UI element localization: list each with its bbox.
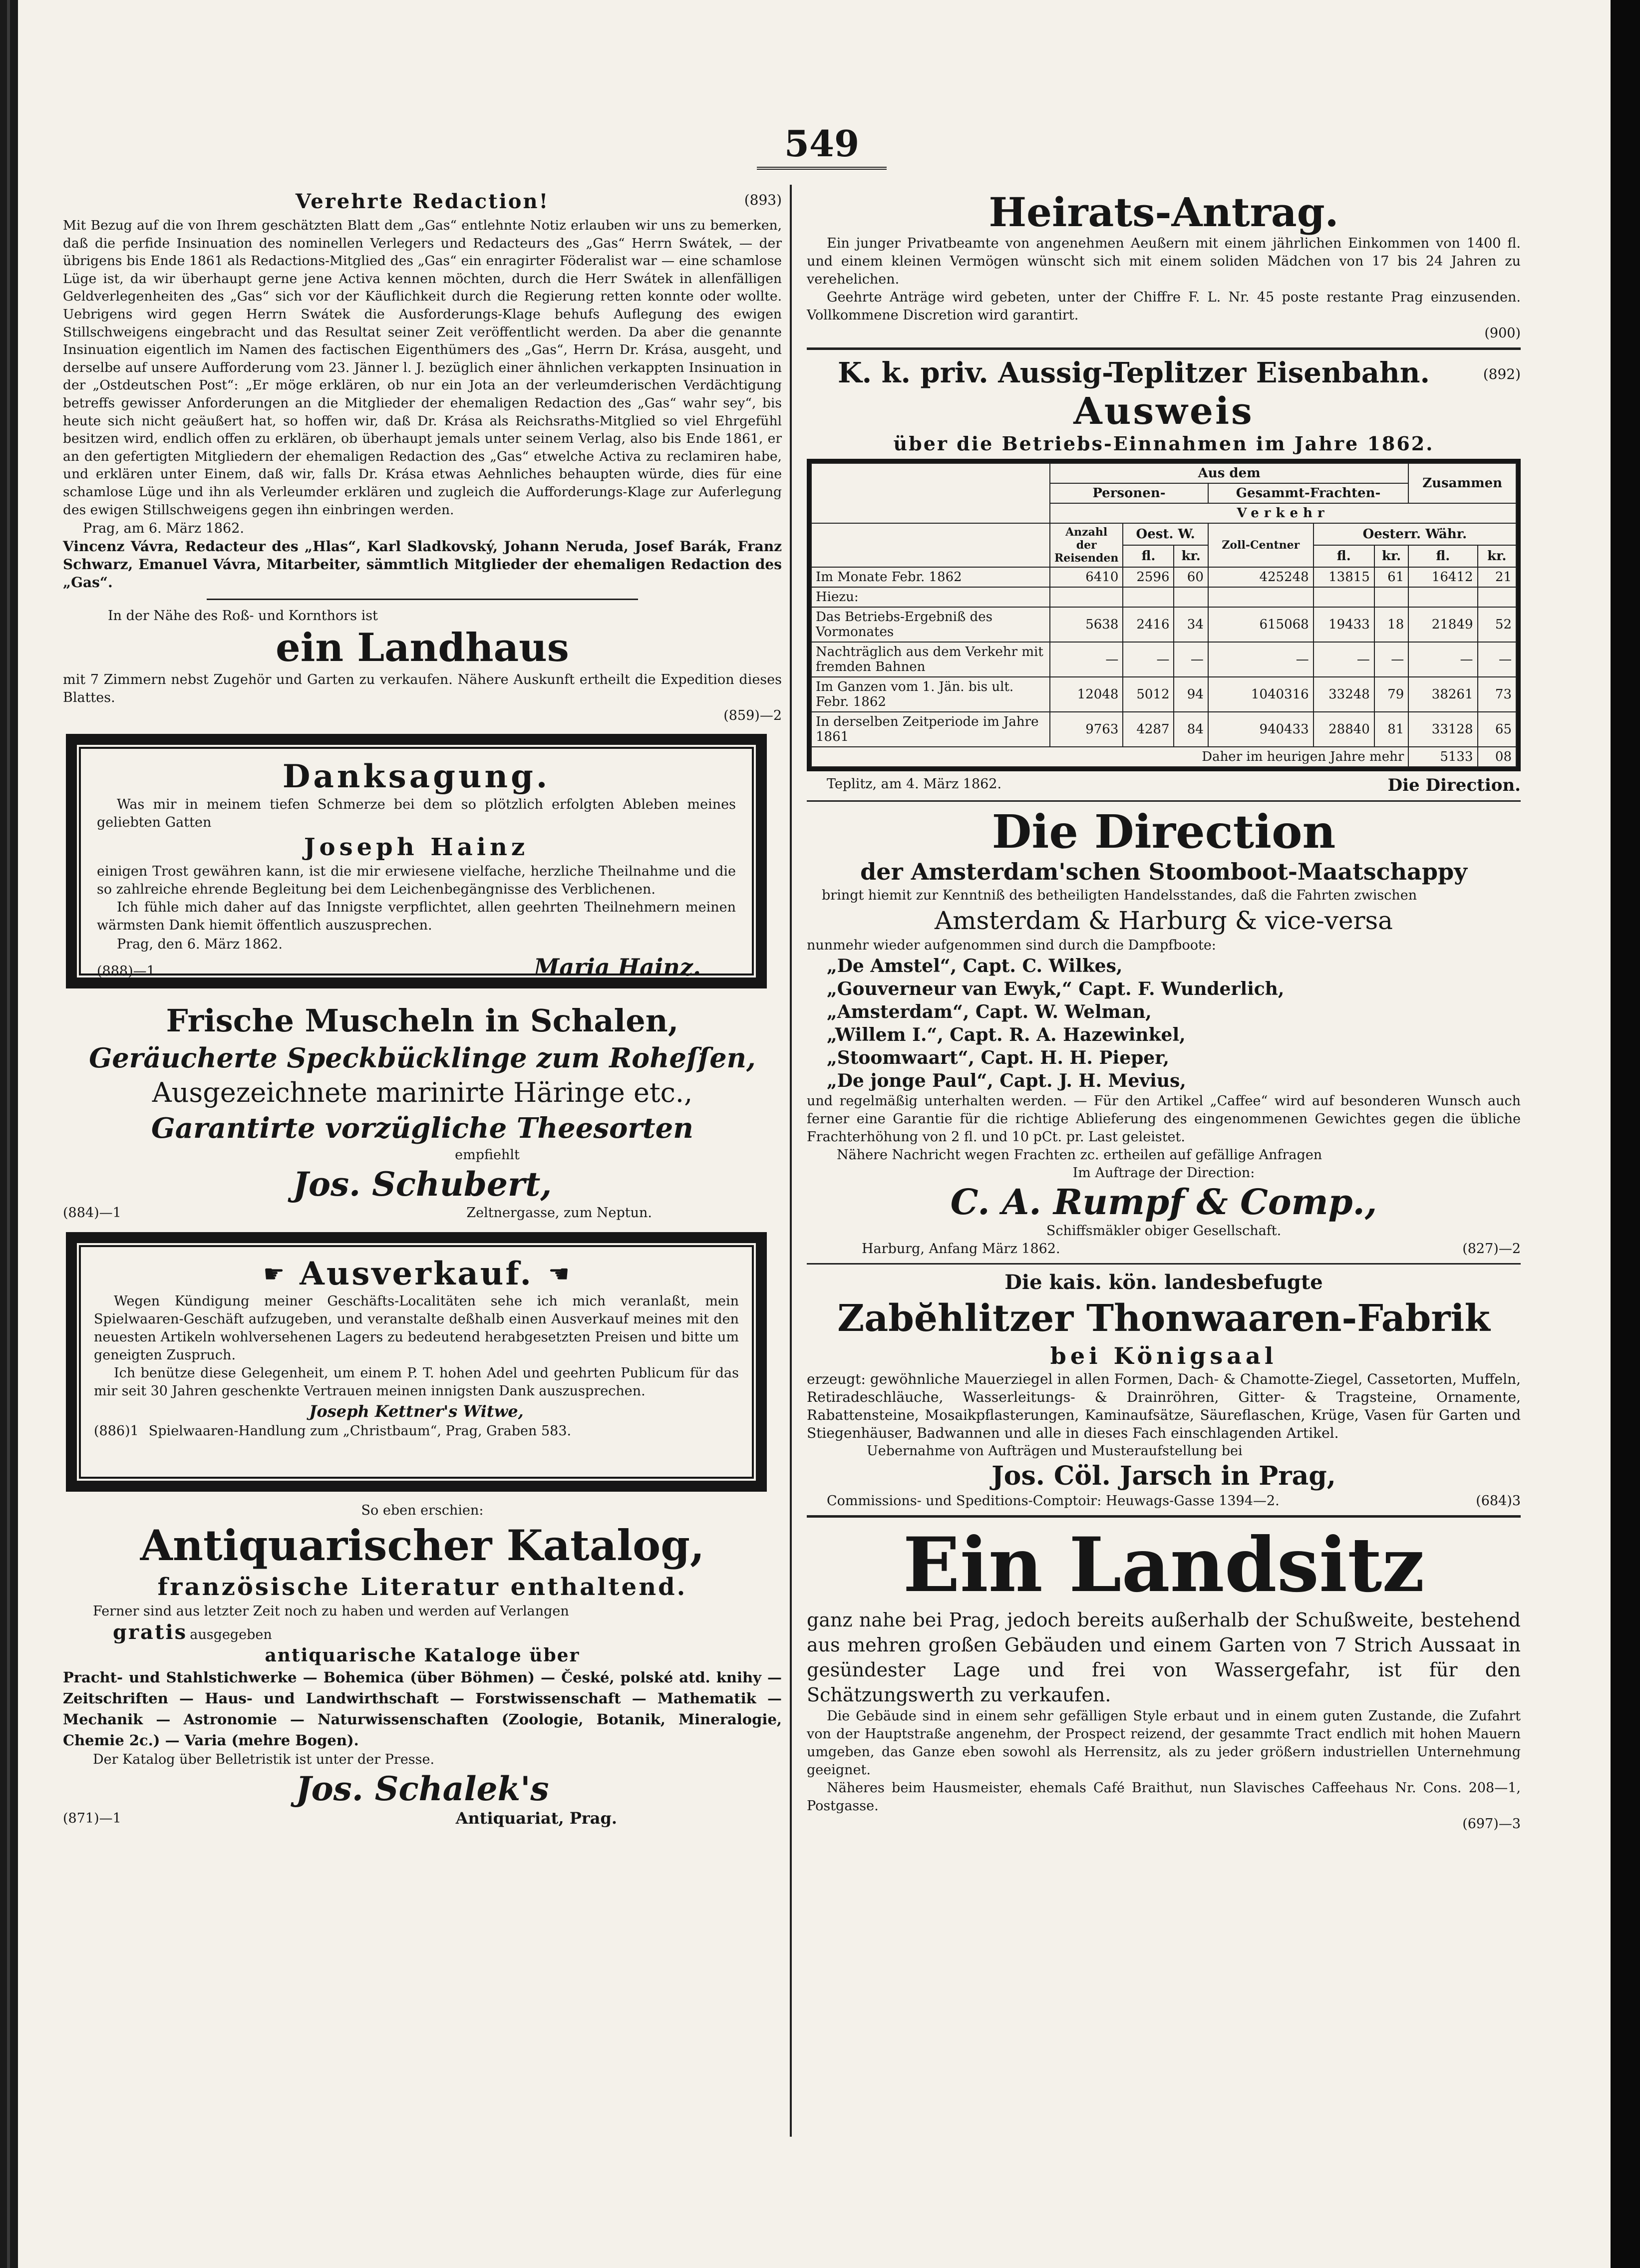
danksagung-body1: Was mir in meinem tiefen Schmerze bei dem so plötzlich erfolgten Ableben meines geliebten Gatten [97, 797, 736, 831]
ship-item: „De jonge Paul“, Capt. J. H. Mevius, [827, 1070, 1186, 1091]
landsitz-body: ganz nahe bei Prag, jedoch bereits außerhalb der Schußweite, bestehend aus mehren großen Gebäuden und einem Garten von 7 Strich Aussaat in gesündester Lage und frei von Wassergefahr, ist für den Schätzungswerth zu verkaufen. [807, 1609, 1521, 1706]
cell-fl2 [1313, 587, 1374, 607]
ship-list [807, 955, 1521, 1092]
ship-item: „Gouverneur van Ewyk,“ Capt. F. Wunderlich, [827, 978, 1285, 999]
hdr-anzahl: Anzahl der Reisenden [1050, 523, 1123, 567]
hdr-verkehr: Verkehr [1050, 503, 1516, 523]
cell-fl2: 19433 [1313, 607, 1374, 642]
mehr-kr: 08 [1478, 747, 1516, 767]
right-column [807, 190, 1521, 1833]
muscheln-ad [63, 1001, 782, 1222]
hdr-fl: fl. [1123, 545, 1174, 567]
katalog-body4: Der Katalog über Belletristik ist unter der Presse. [93, 1752, 435, 1768]
eisenbahn-ad [807, 355, 1521, 795]
separator [807, 347, 1521, 350]
landhaus-intro: In der Nähe des Roß- und Kornthors ist [108, 608, 378, 624]
ausverkauf-ref: (886)1 [94, 1423, 139, 1439]
amsterdam-agent-sub: Schiffsmäkler obiger Gesellschaft. [1046, 1223, 1282, 1239]
table-row [811, 607, 1516, 642]
hdr-kr: kr. [1374, 545, 1408, 567]
cell-anzahl [1050, 587, 1123, 607]
katalog-subtitle: französische Literatur enthaltend. [157, 1573, 687, 1602]
cell-anzahl: 5638 [1050, 607, 1123, 642]
muscheln-ref: (884)—1 [63, 1205, 121, 1221]
amsterdam-place-date: Harburg, Anfang März 1862. [862, 1241, 1060, 1257]
hdr-oesterr: Oesterr. Währ. [1313, 523, 1516, 545]
thonwaaren-agent-sub: Commissions- und Speditions-Comptoir: Heuwags-Gasse 1394—2. [827, 1493, 1280, 1509]
einnahmen-table [811, 463, 1517, 767]
cell-kr3 [1478, 587, 1516, 607]
katalog-body1: Ferner sind aus letzter Zeit noch zu haben und werden auf Verlangen [93, 1604, 569, 1620]
cell-fl: 2596 [1123, 567, 1174, 587]
cell-kr2: 61 [1374, 567, 1408, 587]
landhaus-body: mit 7 Zimmern nebst Zugehör und Garten zu verkaufen. Nähere Auskunft ertheilt die Expedition dieses Blattes. [63, 672, 782, 706]
hdr-kr: kr. [1174, 545, 1208, 567]
cell-kr: 84 [1174, 712, 1208, 747]
hdr-kr: kr. [1478, 545, 1516, 567]
thonwaaren-agent: Jos. Cöl. Jarsch in Prag, [991, 1461, 1336, 1491]
cell-fl: 2416 [1123, 607, 1174, 642]
thonwaaren-body: erzeugt: gewöhnliche Mauerziegel in allen Formen, Dach- & Chamotte-Ziegel, Cassetorten, Muffeln, Retiradeschläuche, Wasserleitungs- & Drainröhren, Gitter- & Tragsteine, Ornamente, Rabattensteine, Mosaikpflasterungen, Kaminaufsätze, Säureflaschen, Krüge, Vasen für Garten und Stiegenhäuser, Badwannen und alle in dieses Fach einschlagenden Artikel. [807, 1371, 1521, 1441]
cell-fl: 5012 [1123, 677, 1174, 712]
hdr-zoll: Zoll-Centner [1208, 523, 1313, 567]
row-label: Hiezu: [811, 587, 1050, 607]
ausverkauf-body2: Ich benütze diese Gelegenheit, um einem P. T. hohen Adel und geehrten Publicum für das mir seit 30 Jahren geschenkte Vertrauen meinen innigsten Dank auszusprechen. [94, 1365, 739, 1399]
danksagung-body3: Ich fühle mich daher auf das Innigste verpflichtet, allen geehrten Theilnehmern meinen wärmsten Dank hiemit öffentlich auszusprechen. [97, 900, 736, 934]
heirat-ref: (900) [1484, 325, 1521, 341]
cell-anzahl: 6410 [1050, 567, 1123, 587]
danksagung-body2: einigen Trost gewähren kann, ist die mir erwiesene vielfache, herzliche Theilnahme und die so zahlreiche ehrende Begleitung bei dem Leichenbegängnisse des Verblichenen. [97, 864, 736, 898]
hdr-zusammen: Zusammen [1408, 463, 1516, 503]
danksagung-ad [66, 734, 767, 988]
redaction-date: Prag, am 6. März 1862. [83, 521, 244, 537]
row-label: In derselben Zeitperiode im Jahre 1861 [811, 712, 1050, 747]
mehr-fl: 5133 [1408, 747, 1477, 767]
cell-zoll [1208, 587, 1313, 607]
eisenbahn-subtitle2: über die Betriebs-Einnahmen im Jahre 1862. [893, 432, 1434, 455]
landsitz-title: Ein Landsitz [903, 1521, 1425, 1609]
katalog-intro: So eben erschien: [361, 1503, 484, 1519]
cell-fl [1123, 587, 1174, 607]
landhaus-title: ein Landhaus [276, 625, 569, 671]
cell-kr3: 65 [1478, 712, 1516, 747]
page-left-edge [0, 0, 18, 2268]
amsterdam-route: Amsterdam & Harburg & vice-versa [935, 906, 1393, 935]
katalog-sub: Antiquariat, Prag. [455, 1809, 617, 1828]
cell-fl2: — [1313, 642, 1374, 677]
redaction-title: Verehrte Redaction! [295, 190, 550, 213]
katalog-body2: antiquarische Kataloge über [265, 1645, 580, 1666]
cell-fl3: — [1408, 642, 1477, 677]
katalog-ref: (871)—1 [63, 1811, 121, 1827]
table-row [811, 712, 1516, 747]
landhaus-ad [63, 607, 782, 725]
cell-zoll: 425248 [1208, 567, 1313, 587]
separator [807, 800, 1521, 802]
table-corner [811, 463, 1050, 523]
muscheln-line1: Frische Muscheln in Schalen, [166, 1002, 679, 1039]
cell-kr: 34 [1174, 607, 1208, 642]
cell-zoll: 1040316 [1208, 677, 1313, 712]
cell-kr2: 81 [1374, 712, 1408, 747]
eisenbahn-signature: Die Direction. [1387, 775, 1521, 795]
cell-kr3: 52 [1478, 607, 1516, 642]
cell-anzahl: 12048 [1050, 677, 1123, 712]
amsterdam-body3: Im Auftrage der Direction: [1072, 1165, 1255, 1181]
danksagung-date: Prag, den 6. März 1862. [117, 937, 283, 953]
danksagung-signature: Maria Hainz. [534, 954, 701, 981]
muscheln-recommends: empfiehlt [455, 1147, 520, 1163]
cell-anzahl: — [1050, 642, 1123, 677]
ausverkauf-ad [66, 1232, 767, 1492]
separator [807, 1263, 1521, 1265]
landsitz-body3: Näheres beim Hausmeister, ehemals Café Braithut, nun Slavisches Caffeehaus Nr. Cons. 208—1, Postgasse. [807, 1780, 1521, 1814]
cell-fl: 4287 [1123, 712, 1174, 747]
muscheln-address: Zeltnergasse, zum Neptun. [466, 1205, 652, 1221]
amsterdam-agent: C. A. Rumpf & Comp., [950, 1181, 1377, 1223]
cell-kr: — [1174, 642, 1208, 677]
eisenbahn-title: K. k. priv. Aussig-Teplitzer Eisenbahn. [838, 356, 1430, 389]
einnahmen-table-frame [807, 459, 1521, 771]
cell-fl: — [1123, 642, 1174, 677]
newspaper-page [18, 0, 1611, 2268]
katalog-name: Jos. Schalek's [296, 1769, 549, 1809]
cell-kr [1174, 587, 1208, 607]
hdr-oest-w: Oest. W. [1123, 523, 1208, 545]
mehr-label: Daher im heurigen Jahre mehr [811, 747, 1408, 767]
ship-item: „Stoomwaart“, Capt. H. H. Pieper, [827, 1047, 1170, 1068]
table-row [811, 677, 1516, 712]
katalog-ad [63, 1502, 782, 1828]
thonwaaren-ref: (684)3 [1476, 1493, 1521, 1509]
cell-fl2: 33248 [1313, 677, 1374, 712]
hdr-aus-dem: Aus dem [1050, 463, 1408, 483]
heirat-body: Ein junger Privatbeamte von angenehmen Aeußern mit einem jährlichen Einkommen von 1400 fl. und einem kleinen Vermögen wünscht sich mit einem soliden Mädchen von 17 bis 24 Jahren zu verehelichen. [807, 236, 1521, 287]
danksagung-ref: (888)—1 [97, 964, 155, 979]
landsitz-body2: Die Gebäude sind in einem sehr gefälligen Style erbaut und in einem guten Zustande, die Zufahrt von der Hauptstraße angenehm, der Prospect reizend, der gesammte Tract endlich mit hohen Mauern umgeben, das Ganze eben sowohl als Herrensitz, als zu jeder größern industriellen Unternehmung geeignet. [807, 1708, 1521, 1778]
danksagung-name: Joseph Hainz [304, 833, 529, 862]
table-row [811, 642, 1516, 677]
heirat-ad [807, 190, 1521, 342]
cell-fl3 [1408, 587, 1477, 607]
cell-kr2 [1374, 587, 1408, 607]
cell-kr2: 79 [1374, 677, 1408, 712]
cell-fl3: 38261 [1408, 677, 1477, 712]
ship-item: „Amsterdam“, Capt. W. Welman, [827, 1001, 1152, 1022]
cell-zoll: — [1208, 642, 1313, 677]
cell-fl2: 13815 [1313, 567, 1374, 587]
eisenbahn-place-date: Teplitz, am 4. März 1862. [827, 776, 1002, 792]
cell-fl3: 21849 [1408, 607, 1477, 642]
heirat-body2: Geehrte Anträge wird gebeten, unter der Chiffre F. L. Nr. 45 poste restante Prag einzusenden. Vollkommene Discretion wird garantirt. [807, 290, 1521, 323]
thonwaaren-ad [807, 1270, 1521, 1510]
cell-kr3: — [1478, 642, 1516, 677]
amsterdam-body2: Nähere Nachricht wegen Frachten zc. ertheilen auf gefällige Anfragen [837, 1147, 1322, 1163]
hdr-fl: fl. [1313, 545, 1374, 567]
redaction-body: Mit Bezug auf die von Ihrem geschätzten Blatt dem „Gas“ entlehnte Notiz erlauben wir uns zu bemerken, daß die perfide Insinuation des nominellen Verlegers und Redacteurs des „Gas“ Herrn Swátek, — der übrigens bis Ende 1861 als Redactions-Mitglied des „Gas“ ein enragirter Föderalist war — eine schamlose Lüge ist, da wir überhaupt gerne jene Activa kennen möchten, durch die Herr Swátek in allenfälligen Geldverlegenheiten des „Gas“ sich vor der Käuflichkeit durch die Regierung retten konnte oder wollte. Uebrigens wird gegen Herrn Swátek die Ausforderungs-Klage behufs Auflegung des ewigen Stillschweigens eingebracht und das Resultat seiner Zeit veröffentlicht werden. Da aber die genannte Insinuation eigentlich im Namen des factischen Eigenthümers des „Gas“, Herrn Dr. Krása, ausgeht, und derselbe auf unsere Aufforderung vom 23. Jänner l. J. bezüglich einer ähnlichen verkappten Insinuation in der „Ostdeutschen Post“: „Er möge erklären, ob nur ein Jota an der verleumderischen Verdächtigung betreffs gewisser Anforderungen an die Mitglieder der ehemaligen Redaction des „Gas“ wahr sey“, bis heute sich nicht geäußert hat, so hoffen wir, daß Dr. Krása als Reichsraths-Mitglied so viel Ehrgefühl besitzen wird, endlich offen zu erklären, ob überhaupt jemals unter seinem Verlag, also bis Ende 1861, er an den gefertigten Mitgliedern der ehemaligen Redaction des „Gas“ etwelche Activa zu reclamiren habe, und erklären unter Einem, daß wir, falls Dr. Krása etwas Aehnliches behaupten würde, dies für eine schamlose Lüge und ihn als Verleumder erklären und zugleich die Aufforderungs-Klage zur Auferlegung des ewigen Stillschweigens gegen ihn einbringen werden. [63, 218, 782, 518]
cell-fl3: 16412 [1408, 567, 1477, 587]
ship-item: „De Amstel“, Capt. C. Wilkes, [827, 956, 1123, 976]
thonwaaren-subtitle: bei Königsaal [1050, 1342, 1278, 1369]
redaction-signatures: Vincenz Vávra, Redacteur des „Hlas“, Karl Sladkovský, Johann Neruda, Josef Barák, Franz Schwarz, Emanuel Vávra, Mitarbeiter, sämmtlich Mitglieder der ehemaligen Redaction des „Gas“. [63, 538, 782, 591]
hdr-personen: Personen- [1050, 483, 1208, 503]
muscheln-name: Jos. Schubert, [293, 1165, 552, 1204]
table-body [811, 567, 1516, 747]
pointing-hand-icon: ☛ [263, 1260, 285, 1288]
row-label: Das Betriebs-Ergebniß des Vormonates [811, 607, 1050, 642]
amsterdam-title: Die Direction [991, 805, 1336, 859]
cell-fl3: 33128 [1408, 712, 1477, 747]
cell-kr: 94 [1174, 677, 1208, 712]
page-number: 549 [757, 122, 887, 170]
row-label: Im Monate Febr. 1862 [811, 567, 1050, 587]
katalog-title: Antiquarischer Katalog, [140, 1521, 705, 1571]
eisenbahn-subtitle: Ausweis [1073, 390, 1254, 433]
muscheln-line3: Ausgezeichnete marinirte Häringe etc., [152, 1077, 693, 1109]
cell-kr2: 18 [1374, 607, 1408, 642]
ausverkauf-signature: Joseph Kettner's Witwe, [309, 1402, 524, 1421]
amsterdam-body: und regelmäßig unterhalten werden. — Für den Artikel „Caffee“ wird auf besonderen Wunsch auch ferner eine Garantie für die richtige Ablieferung des eingenommenen Gewichtes gegen die übliche Frachterhöhung von 2 fl. und 10 pCt. pr. Last geleistet. [807, 1093, 1521, 1145]
muscheln-line2: Geräucherte Speckbücklinge zum Roheſſen, [89, 1042, 756, 1074]
cell-kr: 60 [1174, 567, 1208, 587]
hdr-fl: fl. [1408, 545, 1477, 567]
heirat-title: Heirats-Antrag. [988, 189, 1339, 236]
row-label: Im Ganzen vom 1. Jän. bis ult. Febr. 1862 [811, 677, 1050, 712]
ship-item: „Willem I.“, Capt. R. A. Hazewinkel, [827, 1024, 1186, 1045]
katalog-body1b: ausgegeben [190, 1627, 272, 1643]
hdr-gesammt: Gesammt-Frachten- [1208, 483, 1408, 503]
amsterdam-ad [807, 807, 1521, 1258]
cell-anzahl: 9763 [1050, 712, 1123, 747]
table-row [811, 587, 1516, 607]
amsterdam-ref: (827)—2 [1462, 1241, 1521, 1257]
left-column [63, 190, 782, 1828]
separator [807, 1515, 1521, 1518]
landhaus-ref: (859)—2 [723, 708, 782, 724]
cell-kr3: 73 [1478, 677, 1516, 712]
ausverkauf-title: Ausverkauf. [300, 1255, 533, 1293]
table-row [811, 567, 1516, 587]
hdr-blank [811, 523, 1050, 567]
amsterdam-intro: bringt hiemit zur Kenntniß des betheiligten Handelsstandes, daß die Fahrten zwischen [822, 888, 1417, 903]
thonwaaren-intro: Die kais. kön. landesbefugte [1004, 1271, 1323, 1294]
cell-zoll: 940433 [1208, 712, 1313, 747]
amsterdam-subtitle: der Amsterdam'schen Stoomboot-Maatschappy [860, 858, 1467, 885]
muscheln-line4: Garantirte vorzügliche Theesorten [151, 1112, 694, 1145]
landsitz-ad [807, 1523, 1521, 1833]
ausverkauf-address: Spielwaaren-Handlung zum „Christbaum“, Prag, Graben 583. [148, 1423, 572, 1439]
row-label: Nachträglich aus dem Verkehr mit fremden Bahnen [811, 642, 1050, 677]
eisenbahn-ref: (892) [1483, 366, 1521, 382]
cell-kr2: — [1374, 642, 1408, 677]
column-divider [790, 185, 792, 2137]
thonwaaren-body2: Uebernahme von Aufträgen und Musteraufstellung bei [867, 1443, 1243, 1459]
cell-zoll: 615068 [1208, 607, 1313, 642]
danksagung-title: Danksagung. [282, 758, 551, 796]
katalog-gratis: gratis [113, 1620, 188, 1644]
thonwaaren-title: Zabĕhlitzer Thonwaaren-Fabrik [837, 1297, 1490, 1340]
amsterdam-intro2: nunmehr wieder aufgenommen sind durch die Dampfboote: [807, 938, 1216, 953]
separator [207, 599, 638, 600]
redaction-notice [63, 190, 782, 592]
cell-fl2: 28840 [1313, 712, 1374, 747]
pointing-hand-left-icon: ☚ [548, 1260, 570, 1288]
ausverkauf-body: Wegen Kündigung meiner Geschäfts-Localitäten sehe ich mich veranlaßt, mein Spielwaaren-Geschäft aufzugeben, und veranstalte deßhalb einen Ausverkauf meines mit den neuesten Artikeln wohlversehenen Lagers zu bedeutend herabgesetzten Preisen und bitte um geneigten Zuspruch. [94, 1294, 739, 1363]
katalog-body3: Pracht- und Stahlstichwerke — Bohemica (über Böhmen) — České, polské atd. knihy — Zeitschriften — Haus- und Landwirthschaft — Forstwissenschaft — Mathematik — Mechanik — Astronomie — Naturwissenschaften (Zoologie, Botanik, Mineralogie, Chemie 2c.) — Varia (mehre Bogen). [63, 1669, 782, 1749]
cell-kr3: 21 [1478, 567, 1516, 587]
redaction-ref: (893) [744, 192, 782, 208]
landsitz-ref: (697)—3 [1462, 1816, 1521, 1832]
